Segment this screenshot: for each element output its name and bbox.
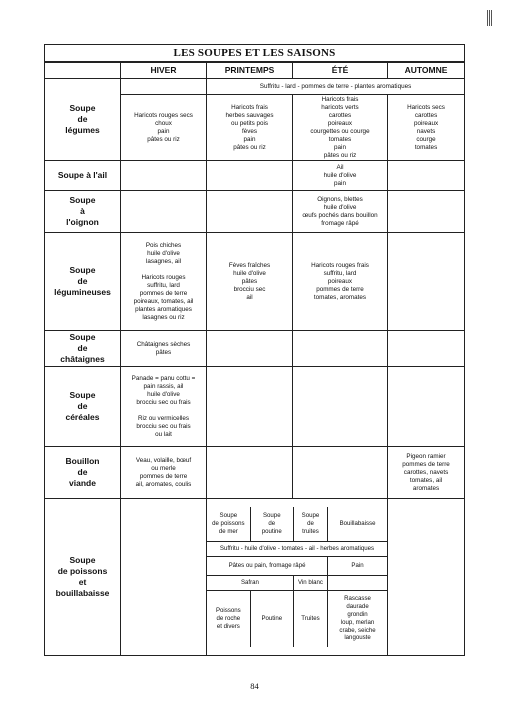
poissons-vin-blanc: Vin blanc (293, 575, 327, 590)
page-edge-mark (487, 10, 495, 26)
row-label-cereales: Soupe de céréales (45, 367, 121, 447)
ail-ete: Ail huile d'olive pain (293, 161, 388, 191)
corner-cell (45, 62, 121, 79)
blank-cell (388, 191, 465, 233)
poissons-head-bouillabaisse: Bouillabaisse (328, 507, 387, 541)
legumes-hiver: Haricots rouges secs choux pain pâtes ou riz (121, 95, 207, 161)
poissons-fish-mer: Poissons de roche et divers (207, 590, 250, 647)
blank-cell (388, 499, 465, 656)
seasons-soup-table (44, 44, 465, 656)
blank-cell (121, 79, 207, 95)
blank-cell (293, 367, 388, 447)
bouillon-automne: Pigeon ramier pommes de terre carottes, navets tomates, ail aromates (388, 447, 465, 499)
oignon-ete: Oignons, blettes huile d'olive œufs pochés dans bouillon fromage râpé (293, 191, 388, 233)
legumineuses-printemps: Fèves fraîches huile d'olive pâtes brocciu sec ail (207, 233, 293, 331)
row-label-legumes: Soupe de légumes (45, 79, 121, 161)
table-title: LES SOUPES ET LES SAISONS (45, 45, 465, 62)
poissons-head-poutine: Soupe de poutine (250, 507, 293, 541)
season-ete: ÉTÉ (293, 62, 388, 79)
blank-cell (328, 575, 387, 590)
season-printemps: PRINTEMPS (207, 62, 293, 79)
poissons-fish-truites: Truites (293, 590, 327, 647)
poissons-block (207, 499, 388, 656)
poissons-pain: Pain (328, 556, 387, 575)
row-label-oignon: Soupe à l'oignon (45, 191, 121, 233)
poissons-subtable (207, 507, 387, 647)
blank-cell (121, 499, 207, 656)
poissons-common-ingredients: Suffritu - huile d'olive - tomates - ail - herbes aromatiques (207, 541, 387, 556)
legumes-ete: Haricots frais haricots verts carottes poireaux courgettes ou courge tomates pain pâtes ou riz (293, 95, 388, 161)
blank-cell (388, 367, 465, 447)
row-label-bouillon: Bouillon de viande (45, 447, 121, 499)
poissons-safran: Safran (207, 575, 293, 590)
legumineuses-hiver: Pois chiches huile d'olive lasagnes, ail Haricots rouges suffritu, lard pommes de terre poireaux, tomates, ail plantes aromatiques lasagnes ou riz (121, 233, 207, 331)
season-hiver: HIVER (121, 62, 207, 79)
row-label-ail: Soupe à l'ail (45, 161, 121, 191)
row-label-chataignes: Soupe de châtaignes (45, 331, 121, 367)
chataignes-hiver: Châtaignes sèches pâtes (121, 331, 207, 367)
bouillon-hiver: Veau, volaille, bœuf ou merle pommes de terre ail, aromates, coulis (121, 447, 207, 499)
blank-cell (207, 331, 293, 367)
poissons-fish-bouillabaisse: Rascasse daurade grondin loup, merlan crabe, seiche langouste (328, 590, 387, 647)
legumineuses-ete: Haricots rouges frais suffritu, lard poireaux pommes de terre tomates, aromates (293, 233, 388, 331)
page-number: 84 (250, 681, 259, 691)
blank-cell (388, 233, 465, 331)
legumes-common-ingredients: Suffritu - lard - pommes de terre - plantes aromatiques (207, 79, 465, 95)
blank-cell (207, 367, 293, 447)
blank-cell (121, 191, 207, 233)
poissons-pates: Pâtes ou pain, fromage râpé (207, 556, 328, 575)
blank-cell (207, 191, 293, 233)
poissons-head-mer: Soupe de poissons de mer (207, 507, 250, 541)
cereales-hiver: Panade = panu cottu = pain rassis, ail huile d'olive brocciu sec ou frais Riz ou vermicelles brocciu sec ou frais ou lait (121, 367, 207, 447)
blank-cell (121, 161, 207, 191)
poissons-fish-poutine: Poutine (250, 590, 293, 647)
blank-cell (207, 161, 293, 191)
row-label-poissons: Soupe de poissons et bouillabaisse (45, 499, 121, 656)
legumes-automne: Haricots secs carottes poireaux navets courge tomates (388, 95, 465, 161)
blank-cell (388, 331, 465, 367)
poissons-head-truites: Soupe de truites (293, 507, 327, 541)
blank-cell (293, 447, 388, 499)
legumes-printemps: Haricots frais herbes sauvages ou petits pois fèves pain pâtes ou riz (207, 95, 293, 161)
season-automne: AUTOMNE (388, 62, 465, 79)
blank-cell (207, 447, 293, 499)
blank-cell (388, 161, 465, 191)
blank-cell (293, 331, 388, 367)
row-label-legumineuses: Soupe de légumineuses (45, 233, 121, 331)
